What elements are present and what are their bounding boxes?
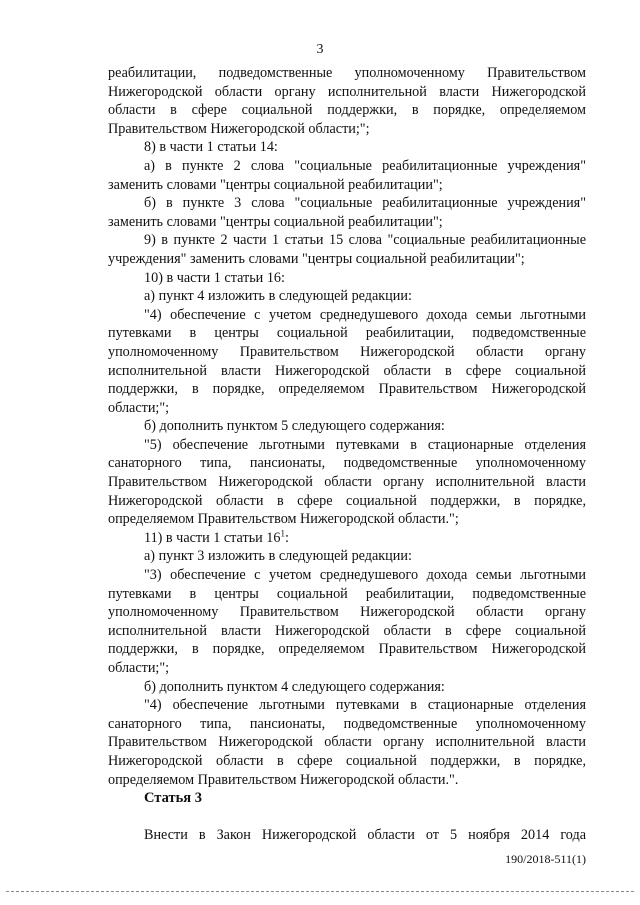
paragraph-1: реабилитации, подведомственные уполномоченному Правительством Нижегородской области органу исполнительной власти Нижегородской области в сфере социальной поддержки, в порядке, определяемом Правительством Нижегородской области;";	[108, 65, 586, 137]
paragraph-13: "3) обеспечение с учетом среднедушевого дохода семьи льготными путевками в центры социальной реабилитации, подведомственные уполномоченному Правительством Нижегородской области органу исполнительной власти Нижегородской области в сфере социальной поддержки, в порядке, определяемом Правительством Нижегородской области;";	[108, 567, 586, 676]
paragraph-8: "4) обеспечение с учетом среднедушевого дохода семьи льготными путевками в центры социальной реабилитации, подведомственные уполномоченному Правительством Нижегородской области органу исполнительной власти Нижегородской области в сфере социальной поддержки, в порядке, определяемом Правительством Нижегородской области;";	[108, 306, 586, 416]
page-number: 3	[316, 42, 324, 57]
paragraph-11-suffix: :	[285, 529, 289, 546]
paragraph-11	[108, 529, 586, 548]
paragraph-11-text: 11) в части 1 статьи 16	[144, 529, 281, 546]
document-code: 190/2018-511(1)	[505, 852, 586, 866]
paragraph-6: 10) в части 1 статьи 16:	[144, 269, 285, 286]
paragraph-9: б) дополнить пунктом 5 следующего содержания:	[144, 418, 445, 435]
paragraph-4: б) в пункте 3 слова "социальные реабилитационные учреждения" заменить словами "центры социальной реабилитации";	[108, 195, 586, 230]
paragraph-15: "4) обеспечение льготными путевками в стационарные отделения санаторного типа, пансионаты, подведомственные уполномоченному Правительством Нижегородской области органу исполнительной власти Нижегородской области в сфере социальной поддержки, в порядке, определяемом Правительством Нижегородской области.".	[108, 697, 586, 788]
superscript: 1	[280, 528, 285, 539]
article-heading: Статья 3	[144, 790, 202, 806]
closing-line: Внести в Закон Нижегородской области от 5 ноября 2014 года	[144, 827, 586, 843]
paragraph-10: "5) обеспечение льготными путевками в стационарные отделения санаторного типа, пансионаты, подведомственные уполномоченному Правительством Нижегородской области органу исполнительной власти Нижегородской области в сфере социальной поддержки, в порядке, определяемом Правительством Нижегородской области.";	[108, 436, 586, 528]
paragraph-3: а) в пункте 2 слова "социальные реабилитационные учреждения" заменить словами "центры социальной реабилитации";	[108, 157, 586, 193]
document-body	[108, 64, 586, 789]
paragraph-12: а) пункт 3 изложить в следующей редакции:	[144, 548, 412, 565]
paragraph-14: б) дополнить пунктом 4 следующего содержания:	[144, 678, 445, 695]
paragraph-5: 9) в пункте 2 части 1 статьи 15 слова "социальные реабилитационные учреждения" заменить словами "центры социальной реабилитации";	[108, 232, 586, 267]
paragraph-2: 8) в части 1 статьи 14:	[144, 139, 278, 156]
paragraph-7: а) пункт 4 изложить в следующей редакции:	[144, 288, 412, 305]
page-edge-divider	[6, 891, 634, 892]
